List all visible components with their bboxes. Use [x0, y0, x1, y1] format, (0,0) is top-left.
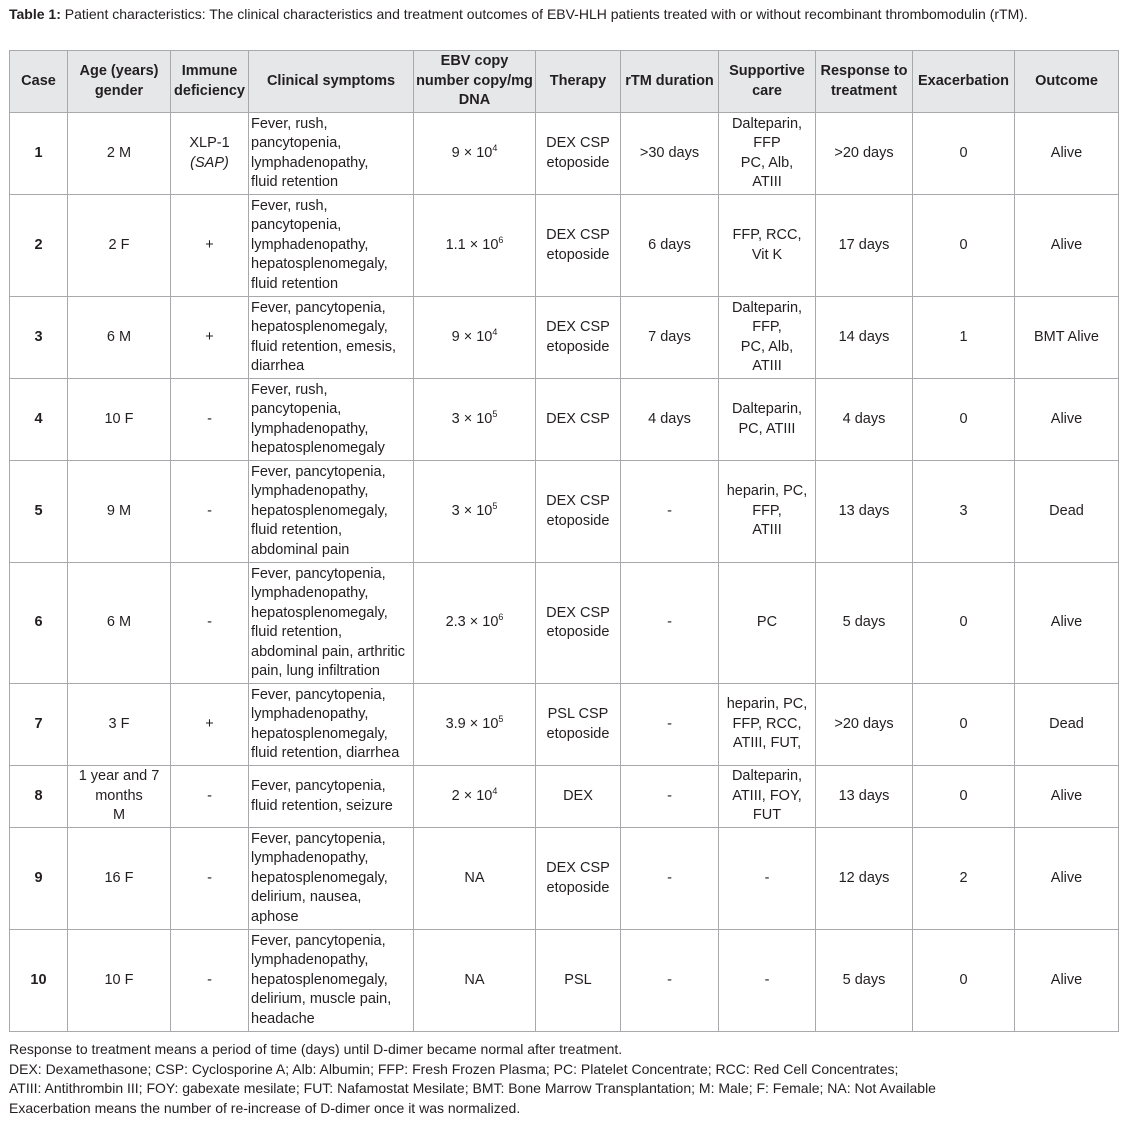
- cell-ebv-copy-number: $3.9 \times 10^5$: [414, 684, 536, 766]
- cell-rtm-duration: -: [621, 930, 719, 1032]
- cell-exacerbation: 0: [913, 563, 1015, 684]
- caption-text: Patient characteristics: The clinical characteristics and treatment outcomes of EBV-HLH patients treated with or without recombinant thrombomodulin (rTM).: [60, 6, 1028, 22]
- cell-supportive-care: Dalteparin, FFP PC, Alb, ATIII: [719, 113, 816, 195]
- cell-age-gender: 9 M: [68, 461, 171, 563]
- header-case: Case: [10, 51, 68, 113]
- immune-gene: (SAP): [190, 154, 229, 171]
- table-footnotes: [9, 1040, 1124, 1118]
- cell-outcome: Alive: [1015, 828, 1119, 930]
- cell-ebv-copy-number: $9 \times 10^4$: [414, 297, 536, 379]
- cell-exacerbation: 1: [913, 297, 1015, 379]
- cell-exacerbation: 0: [913, 195, 1015, 297]
- cell-age-gender: 1 year and 7 months M: [68, 766, 171, 828]
- cell-clinical-symptoms: Fever, pancytopenia, lymphadenopathy, hepatosplenomegaly, fluid retention, abdominal pain: [249, 461, 414, 563]
- cell-case: 10: [10, 930, 68, 1032]
- cell-response: 12 days: [816, 828, 913, 930]
- header-ebv-copy-number: EBV copy number copy/mg DNA: [414, 51, 536, 113]
- cell-supportive-care: PC: [719, 563, 816, 684]
- ebv-exponent: 5: [498, 713, 504, 724]
- cell-case: 1: [10, 113, 68, 195]
- table-row: [10, 930, 1119, 1032]
- cell-outcome: BMT Alive: [1015, 297, 1119, 379]
- cell-age-gender: 3 F: [68, 684, 171, 766]
- cell-rtm-duration: -: [621, 766, 719, 828]
- table-row: [10, 461, 1119, 563]
- patient-characteristics-table: [9, 50, 1119, 1032]
- cell-ebv-copy-number: NA: [414, 828, 536, 930]
- cell-therapy: DEX CSP etoposide: [536, 195, 621, 297]
- header-age-gender: Age (years) gender: [68, 51, 171, 113]
- cell-therapy: PSL CSP etoposide: [536, 684, 621, 766]
- cell-ebv-copy-number: $3 \times 10^5$: [414, 461, 536, 563]
- cell-therapy: DEX CSP etoposide: [536, 461, 621, 563]
- cell-rtm-duration: 7 days: [621, 297, 719, 379]
- cell-therapy: DEX CSP etoposide: [536, 563, 621, 684]
- cell-supportive-care: FFP, RCC, Vit K: [719, 195, 816, 297]
- cell-response: 5 days: [816, 930, 913, 1032]
- cell-age-gender: 6 M: [68, 563, 171, 684]
- ebv-exponent: 5: [492, 408, 498, 419]
- cell-therapy: DEX CSP etoposide: [536, 297, 621, 379]
- cell-response: 13 days: [816, 461, 913, 563]
- cell-outcome: Alive: [1015, 563, 1119, 684]
- cell-exacerbation: 3: [913, 461, 1015, 563]
- table-row: [10, 113, 1119, 195]
- cell-rtm-duration: 4 days: [621, 379, 719, 461]
- cell-clinical-symptoms: Fever, pancytopenia, fluid retention, seizure: [249, 766, 414, 828]
- cell-supportive-care: heparin, PC, FFP, ATIII: [719, 461, 816, 563]
- cell-outcome: Alive: [1015, 379, 1119, 461]
- cell-supportive-care: Dalteparin, FFP, PC, Alb, ATIII: [719, 297, 816, 379]
- header-response: Response to treatment: [816, 51, 913, 113]
- header-immune-deficiency: Immune deficiency: [171, 51, 249, 113]
- cell-immune-deficiency: +: [171, 297, 249, 379]
- cell-immune-deficiency: -: [171, 461, 249, 563]
- cell-clinical-symptoms: Fever, pancytopenia, lymphadenopathy, hepatosplenomegaly, fluid retention, abdominal pain, arthritic pain, lung infiltration: [249, 563, 414, 684]
- header-row: [10, 51, 1119, 113]
- cell-exacerbation: 0: [913, 930, 1015, 1032]
- cell-outcome: Alive: [1015, 195, 1119, 297]
- cell-age-gender: 16 F: [68, 828, 171, 930]
- table-row: [10, 828, 1119, 930]
- cell-outcome: Alive: [1015, 930, 1119, 1032]
- cell-rtm-duration: -: [621, 828, 719, 930]
- ebv-exponent: 5: [492, 500, 498, 511]
- table-row: [10, 379, 1119, 461]
- cell-exacerbation: 0: [913, 684, 1015, 766]
- cell-rtm-duration: 6 days: [621, 195, 719, 297]
- header-rtm-duration: rTM duration: [621, 51, 719, 113]
- cell-ebv-copy-number: $3 \times 10^5$: [414, 379, 536, 461]
- cell-clinical-symptoms: Fever, rush, pancytopenia, lymphadenopathy, hepatosplenomegaly: [249, 379, 414, 461]
- cell-therapy: DEX CSP etoposide: [536, 113, 621, 195]
- cell-supportive-care: Dalteparin, PC, ATIII: [719, 379, 816, 461]
- cell-immune-deficiency: -: [171, 930, 249, 1032]
- cell-therapy: DEX CSP: [536, 379, 621, 461]
- header-therapy: Therapy: [536, 51, 621, 113]
- table-caption: [9, 5, 1119, 24]
- cell-case: 2: [10, 195, 68, 297]
- cell-age-gender: 10 F: [68, 930, 171, 1032]
- cell-age-gender: 2 F: [68, 195, 171, 297]
- cell-case: 4: [10, 379, 68, 461]
- cell-clinical-symptoms: Fever, rush, pancytopenia, lymphadenopathy, hepatosplenomegaly, fluid retention: [249, 195, 414, 297]
- ebv-exponent: 4: [492, 142, 498, 153]
- cell-response: 13 days: [816, 766, 913, 828]
- cell-ebv-copy-number: $9 \times 10^4$: [414, 113, 536, 195]
- header-clinical-symptoms: Clinical symptoms: [249, 51, 414, 113]
- cell-case: 3: [10, 297, 68, 379]
- footnote-line: Exacerbation means the number of re-increase of D-dimer once it was normalized.: [9, 1099, 521, 1116]
- cell-clinical-symptoms: Fever, rush, pancytopenia, lymphadenopathy, fluid retention: [249, 113, 414, 195]
- cell-ebv-copy-number: $2 \times 10^4$: [414, 766, 536, 828]
- cell-rtm-duration: -: [621, 461, 719, 563]
- cell-outcome: Alive: [1015, 113, 1119, 195]
- ebv-exponent: 4: [492, 785, 498, 796]
- cell-outcome: Alive: [1015, 766, 1119, 828]
- cell-clinical-symptoms: Fever, pancytopenia, lymphadenopathy, hepatosplenomegaly, fluid retention, diarrhea: [249, 684, 414, 766]
- header-exacerbation: Exacerbation: [913, 51, 1015, 113]
- cell-response: >20 days: [816, 113, 913, 195]
- table-row: [10, 766, 1119, 828]
- cell-case: 8: [10, 766, 68, 828]
- table-row: [10, 684, 1119, 766]
- cell-rtm-duration: -: [621, 684, 719, 766]
- cell-case: 5: [10, 461, 68, 563]
- cell-rtm-duration: >30 days: [621, 113, 719, 195]
- cell-response: 14 days: [816, 297, 913, 379]
- cell-response: 17 days: [816, 195, 913, 297]
- cell-ebv-copy-number: NA: [414, 930, 536, 1032]
- cell-outcome: Dead: [1015, 684, 1119, 766]
- cell-supportive-care: -: [719, 828, 816, 930]
- cell-immune-deficiency: -: [171, 563, 249, 684]
- cell-outcome: Dead: [1015, 461, 1119, 563]
- cell-rtm-duration: -: [621, 563, 719, 684]
- table-row: [10, 563, 1119, 684]
- cell-immune-deficiency: -: [171, 828, 249, 930]
- header-outcome: Outcome: [1015, 51, 1119, 113]
- cell-supportive-care: heparin, PC, FFP, RCC, ATIII, FUT,: [719, 684, 816, 766]
- footnote-line: Response to treatment means a period of time (days) until D-dimer became normal after treatment.: [9, 1041, 623, 1057]
- cell-immune-deficiency: +: [171, 195, 249, 297]
- header-supportive-care: Supportive care: [719, 51, 816, 113]
- cell-ebv-copy-number: $2.3 \times 10^6$: [414, 563, 536, 684]
- cell-supportive-care: -: [719, 930, 816, 1032]
- cell-response: >20 days: [816, 684, 913, 766]
- cell-exacerbation: 2: [913, 828, 1015, 930]
- cell-age-gender: 2 M: [68, 113, 171, 195]
- cell-case: 9: [10, 828, 68, 930]
- cell-case: 7: [10, 684, 68, 766]
- cell-immune-deficiency: -: [171, 379, 249, 461]
- ebv-exponent: 6: [498, 234, 504, 245]
- cell-age-gender: 6 M: [68, 297, 171, 379]
- ebv-exponent: 6: [498, 612, 504, 623]
- cell-immune-deficiency: -: [171, 766, 249, 828]
- cell-clinical-symptoms: Fever, pancytopenia, hepatosplenomegaly, fluid retention, emesis, diarrhea: [249, 297, 414, 379]
- cell-ebv-copy-number: $1.1 \times 10^6$: [414, 195, 536, 297]
- cell-exacerbation: 0: [913, 113, 1015, 195]
- cell-exacerbation: 0: [913, 379, 1015, 461]
- table-row: [10, 195, 1119, 297]
- cell-clinical-symptoms: Fever, pancytopenia, lymphadenopathy, hepatosplenomegaly, delirium, nausea, aphose: [249, 828, 414, 930]
- footnote-line: DEX: Dexamethasone; CSP: Cyclosporine A; Alb: Albumin; FFP: Fresh Frozen Plasma; PC: Platelet Concentrate; RCC: Red Cell Concentrates;: [9, 1060, 899, 1077]
- caption-label: Table 1:: [9, 6, 61, 22]
- cell-therapy: DEX CSP etoposide: [536, 828, 621, 930]
- cell-case: 6: [10, 563, 68, 684]
- cell-therapy: DEX: [536, 766, 621, 828]
- cell-exacerbation: 0: [913, 766, 1015, 828]
- cell-immune-deficiency: +: [171, 684, 249, 766]
- table-row: [10, 297, 1119, 379]
- cell-response: 4 days: [816, 379, 913, 461]
- cell-response: 5 days: [816, 563, 913, 684]
- cell-immune-deficiency: XLP-1 (SAP): [171, 113, 249, 195]
- cell-age-gender: 10 F: [68, 379, 171, 461]
- ebv-exponent: 4: [492, 326, 498, 337]
- cell-clinical-symptoms: Fever, pancytopenia, lymphadenopathy, hepatosplenomegaly, delirium, muscle pain, headache: [249, 930, 414, 1032]
- footnote-line: ATIII: Antithrombin III; FOY: gabexate mesilate; FUT: Nafamostat Mesilate; BMT: Bone Marrow Transplantation; M: Male; F: Female; NA: Not Available: [9, 1080, 936, 1096]
- cell-supportive-care: Dalteparin, ATIII, FOY, FUT: [719, 766, 816, 828]
- cell-therapy: PSL: [536, 930, 621, 1032]
